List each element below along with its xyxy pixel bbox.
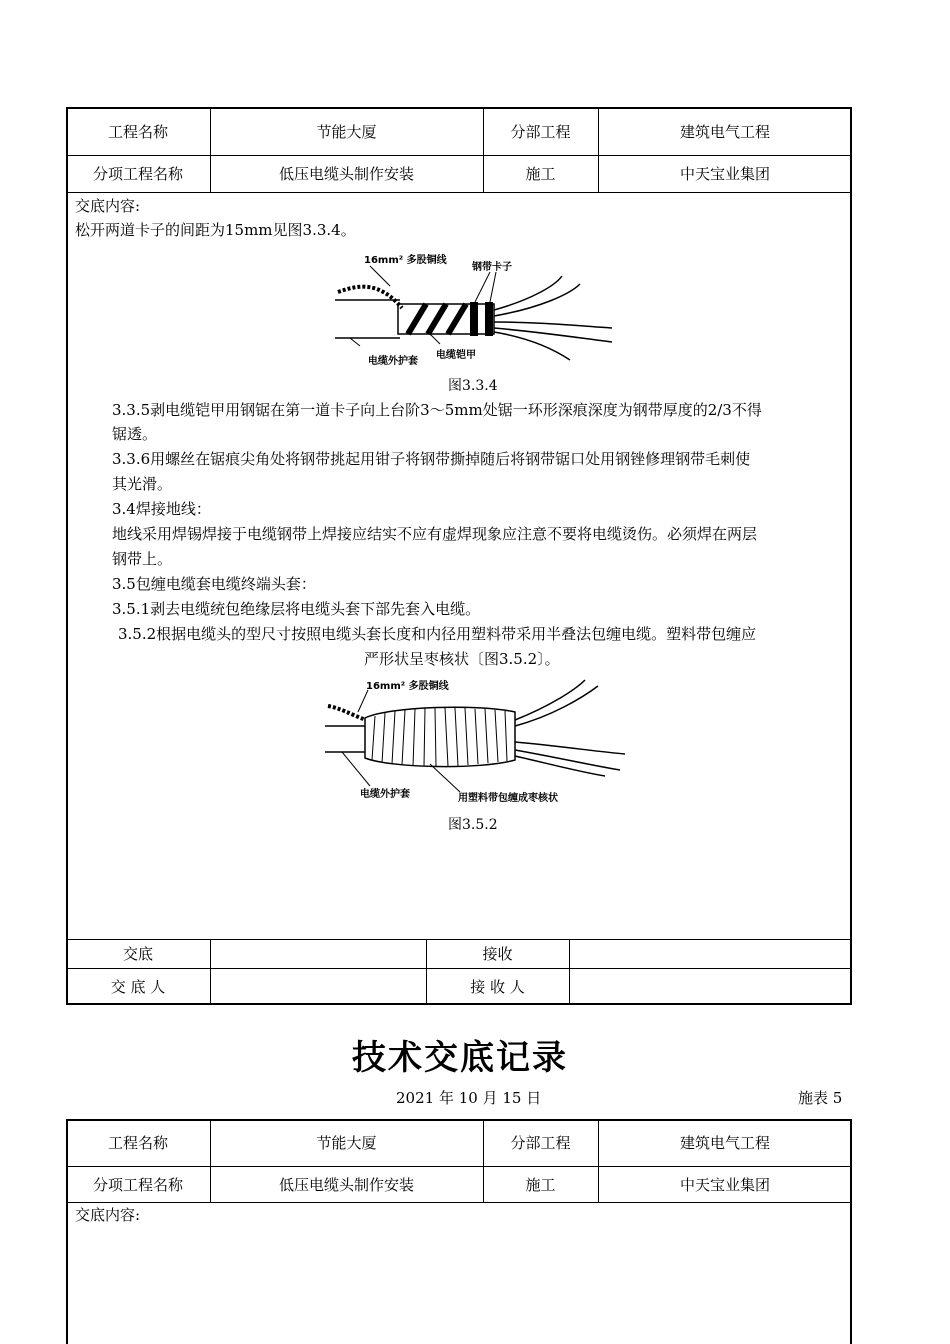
fig1-sheath-label: 电缆外护套 — [368, 356, 418, 367]
subitem-label: 分项工程名称 — [92, 165, 183, 183]
handover-person-label: 交 底 人 — [110, 978, 166, 996]
subitem-value: 低压电缆头制作安装 — [278, 1175, 414, 1194]
division-label: 分部工程 — [510, 122, 571, 141]
paragraph: 3.4焊接地线： — [112, 500, 211, 518]
paragraph: 3.3.6用螺丝在锯痕尖角处将钢带挑起用钳子将钢带撕掉随后将钢带锯口处用钢锉修理钢带毛刺使 — [112, 450, 751, 468]
record-date: 2021 年 10 月 15 日 — [396, 1089, 542, 1107]
fig2-tape-label: 用塑料带包缠成枣核状 — [458, 793, 558, 804]
figure-caption: 图3.5.2 — [448, 817, 498, 833]
fig1-wire-label: 16mm² 多股铜线 — [364, 255, 447, 266]
division-label: 分部工程 — [510, 1134, 571, 1152]
content-label: 交底内容: — [75, 197, 141, 215]
form-number: 施表 5 — [798, 1089, 843, 1107]
fig1-armor-label: 电缆铠甲 — [436, 350, 476, 361]
row-divider — [66, 192, 852, 193]
paragraph: 锯透。 — [112, 425, 158, 443]
project-name-value: 节能大厦 — [316, 122, 377, 141]
col-divider — [569, 939, 570, 1005]
paragraph: 钢带上。 — [112, 550, 173, 568]
receive-person-label: 接 收 人 — [470, 978, 525, 996]
paragraph: 3.3.5剥电缆铠甲用钢锯在第一道卡子向上台阶3～5mm处锯一环形深痕深度为钢带厚度的2/3不得 — [112, 401, 762, 419]
division-value: 建筑电气工程 — [679, 1134, 770, 1152]
fig2-sheath-label: 电缆外护套 — [360, 789, 410, 800]
division-value: 建筑电气工程 — [679, 122, 770, 141]
construction-label: 施工 — [525, 165, 556, 183]
construction-label: 施工 — [525, 1175, 556, 1194]
receive-label: 接收 — [482, 945, 513, 963]
subitem-value: 低压电缆头制作安装 — [278, 165, 414, 183]
record-title: 技术交底记录 — [352, 1038, 568, 1078]
fig1-clamp-label: 钢带卡子 — [472, 262, 512, 273]
paragraph: 地线采用焊锡焊接于电缆钢带上焊接应结实不应有虚焊现象应注意不要将电缆烫伤。必须焊在两层 — [112, 525, 758, 543]
figure-caption: 图3.3.4 — [448, 378, 498, 394]
row-divider — [66, 1202, 852, 1203]
construction-value: 中天宝业集团 — [679, 1175, 770, 1194]
subitem-label: 分项工程名称 — [92, 1175, 183, 1194]
figure-3-3-4 — [330, 246, 630, 374]
paragraph: 严形状呈枣核状〔图3.5.2〕。 — [364, 650, 560, 668]
paragraph: 松开两道卡子的间距为15mm见图3.3.4。 — [75, 221, 356, 239]
fig2-wire-label: 16mm² 多股铜线 — [366, 681, 449, 692]
paragraph: 3.5包缠电缆套电缆终端头套： — [112, 575, 316, 593]
construction-value: 中天宝业集团 — [679, 165, 770, 183]
paragraph: 3.5.2根据电缆头的型尺寸按照电缆头套长度和内径用塑料带采用半叠法包缠电缆。塑料带包缠应 — [118, 625, 757, 643]
figure-3-5-2 — [320, 676, 640, 808]
content-label: 交底内容: — [75, 1206, 141, 1224]
project-name-value: 节能大厦 — [316, 1134, 377, 1152]
handover-label: 交底 — [122, 945, 153, 963]
paragraph: 3.5.1剥去电缆统包绝缘层将电缆头套下部先套入电缆。 — [112, 600, 481, 618]
project-name-label: 工程名称 — [107, 122, 168, 141]
paragraph: 其光滑。 — [112, 475, 173, 493]
col-divider — [210, 939, 211, 1005]
project-name-label: 工程名称 — [107, 1134, 168, 1152]
